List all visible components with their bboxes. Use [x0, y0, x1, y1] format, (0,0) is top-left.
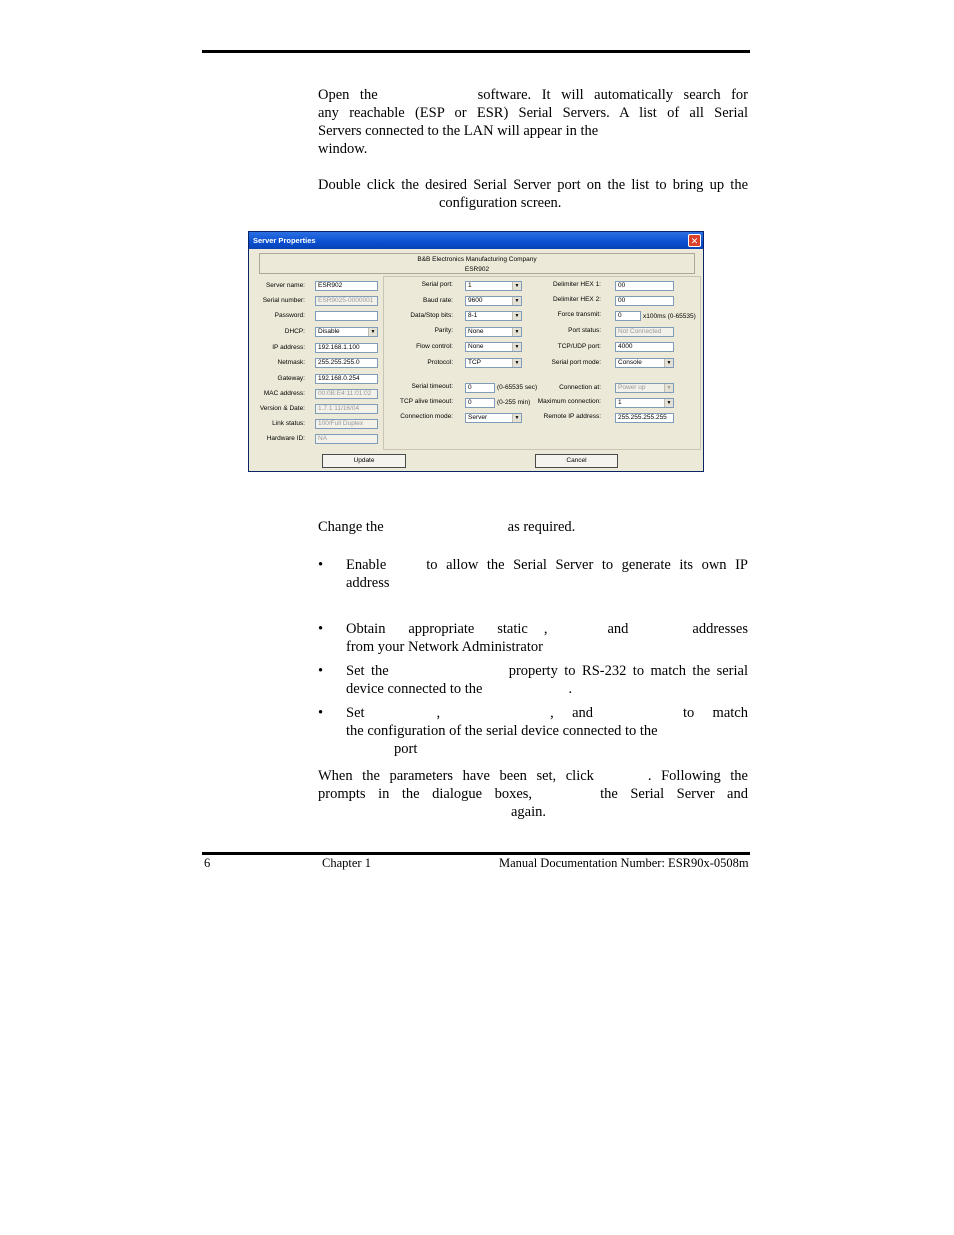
dialog-header — [259, 253, 695, 274]
label-connection-at: Connection at: — [559, 384, 601, 391]
footer-doc-number: Manual Documentation Number: ESR90x-0508m — [499, 856, 749, 870]
chevron-down-icon: ▼ — [664, 359, 673, 367]
chevron-down-icon: ▼ — [368, 328, 377, 336]
model-name: ESR902 — [464, 265, 490, 273]
change-paragraph — [318, 518, 748, 536]
label-serial-port-mode: Serial port mode: — [551, 359, 601, 366]
label-serial-port: Serial port: — [421, 281, 453, 288]
label-mac-address: MAC address: — [263, 390, 305, 397]
closing-paragraph — [318, 767, 748, 821]
label-parity: Parity: — [434, 327, 453, 334]
connection-at-value: Power up — [618, 384, 646, 391]
label-delimiter-hex-2: Delimiter HEX 2: — [552, 296, 601, 303]
close-icon[interactable]: ✕ — [688, 234, 701, 247]
instruction-line2: configuration screen. — [439, 195, 562, 211]
label-baud-rate: Baud rate: — [423, 297, 453, 304]
closing-text-c: prompts in the dialogue boxes, — [318, 786, 533, 802]
closing-text-b: . Following the — [647, 768, 748, 784]
bottom-rule — [202, 852, 750, 855]
label-data-stop-bits: Data/Stop bits: — [410, 312, 453, 319]
intro-line2: any reachable (ESP or ESR) Serial Servers. A list of all Serial — [318, 105, 748, 121]
intro-paragraph — [318, 86, 748, 158]
top-rule — [202, 50, 750, 53]
serial-port-mode-select[interactable] — [615, 358, 674, 368]
server-name-field[interactable]: ESR902 — [315, 281, 378, 291]
serial-timeout-field[interactable]: 0 — [465, 383, 495, 393]
label-dhcp: DHCP: — [284, 328, 305, 335]
label-maximum-connection: Maximum connection: — [537, 398, 601, 405]
connection-at-select — [615, 383, 674, 393]
tcp-alive-timeout-unit: (0-255 min) — [497, 399, 531, 406]
change-text-a: Change the — [318, 519, 384, 535]
label-hardware-id: Hardware ID: — [266, 435, 305, 442]
label-version-date: Version & Date: — [259, 405, 305, 412]
label-netmask: Netmask: — [277, 359, 305, 366]
closing-text-a: When the parameters have been set, click — [318, 768, 594, 784]
gateway-field[interactable]: 192.168.0.254 — [315, 374, 378, 384]
tcp-alive-timeout-field[interactable]: 0 — [465, 398, 495, 408]
dhcp-select[interactable] — [315, 327, 378, 337]
label-connection-mode: Connection mode: — [400, 413, 453, 420]
chevron-down-icon: ▼ — [512, 282, 521, 290]
b4-text-line3: port — [394, 741, 418, 757]
label-tcp-alive-timeout: TCP alive timeout: — [400, 398, 453, 405]
baud-rate-value: 9600 — [468, 297, 483, 304]
serial-port-mode-value: Console — [618, 359, 642, 366]
intro-line4: window. — [318, 141, 368, 157]
protocol-value: TCP — [468, 359, 481, 366]
bullet-icon: • — [318, 663, 324, 679]
label-flow-control: Flow control: — [416, 343, 453, 350]
label-tcp-udp-port: TCP/UDP port: — [557, 343, 601, 350]
serial-port-value: 1 — [468, 282, 472, 289]
label-delimiter-hex-1: Delimiter HEX 1: — [552, 281, 601, 288]
b4-text-c: , and — [550, 705, 593, 721]
label-server-name: Server name: — [265, 282, 305, 289]
data-stop-bits-select[interactable] — [465, 311, 522, 321]
netmask-field[interactable]: 255.255.255.0 — [315, 358, 378, 368]
bullet-icon: • — [318, 557, 324, 573]
label-serial-timeout: Serial timeout: — [411, 383, 453, 390]
parity-select[interactable] — [465, 327, 522, 337]
serial-timeout-unit: (0-65535 sec) — [497, 384, 538, 391]
b3-text-b: property to RS-232 to match the serial — [508, 663, 748, 679]
label-ip-address: IP address: — [272, 344, 305, 351]
intro-line3: Servers connected to the LAN will appear in the — [318, 123, 599, 139]
chevron-down-icon: ▼ — [512, 414, 521, 422]
b1-text-line2: address — [346, 575, 390, 591]
b4-text-a: Set — [346, 705, 365, 721]
closing-text-e: again. — [511, 804, 547, 820]
update-button[interactable]: Update — [322, 454, 406, 468]
data-stop-bits-value: 8-1 — [468, 312, 478, 319]
protocol-select[interactable] — [465, 358, 522, 368]
delimiter-hex-2-field[interactable]: 00 — [615, 296, 674, 306]
serial-port-select[interactable] — [465, 281, 522, 291]
dhcp-value: Disable — [318, 328, 340, 335]
b4-text-b: , — [436, 705, 441, 721]
company-name: B&B Electronics Manufacturing Company — [417, 256, 537, 263]
b3-text-c: device connected to the — [346, 681, 483, 697]
b1-text-a: Enable — [346, 557, 387, 573]
force-transmit-unit: x100ms (0-65535) — [643, 313, 696, 320]
footer-chapter: Chapter 1 — [322, 856, 371, 870]
chevron-down-icon: ▼ — [512, 328, 521, 336]
tcp-udp-port-field[interactable]: 4000 — [615, 342, 674, 352]
chevron-down-icon: ▼ — [512, 359, 521, 367]
label-gateway: Gateway: — [277, 375, 305, 382]
maximum-connection-select[interactable] — [615, 398, 674, 408]
maximum-connection-value: 1 — [618, 399, 622, 406]
server-properties-dialog — [248, 231, 704, 472]
chevron-down-icon: ▼ — [664, 399, 673, 407]
b3-text-a: Set the — [346, 663, 389, 679]
instruction-paragraph — [318, 176, 748, 212]
b2-text-c: and — [607, 621, 629, 637]
closing-text-d: the Serial Server and — [600, 786, 748, 802]
ip-address-field[interactable]: 192.168.1.100 — [315, 343, 378, 353]
flow-control-value: None — [468, 343, 484, 350]
intro-open-text: Open the — [318, 87, 378, 103]
dialog-title: Server Properties — [249, 232, 703, 249]
instruction-line1: Double click the desired Serial Server port on the list to bring up the — [318, 177, 748, 193]
bullet-icon: • — [318, 705, 324, 721]
baud-rate-select[interactable] — [465, 296, 522, 306]
chevron-down-icon: ▼ — [512, 312, 521, 320]
b1-text-b: to allow the Serial Server to generate its own IP — [426, 557, 748, 573]
change-text-b: as required. — [507, 519, 576, 535]
label-force-transmit: Force transmit: — [557, 311, 601, 318]
remote-ip-address-field[interactable]: 255.255.255.255 — [615, 413, 674, 423]
page-number: 6 — [204, 856, 211, 870]
force-transmit-field[interactable]: 0 — [615, 311, 641, 321]
password-field[interactable] — [315, 311, 378, 321]
cancel-button[interactable]: Cancel — [535, 454, 618, 468]
connection-mode-value: Server — [468, 414, 488, 421]
label-remote-ip-address: Remote IP address: — [543, 413, 601, 420]
b2-text-b: , — [543, 621, 548, 637]
intro-software-text: software. It will automatically search for — [477, 87, 749, 103]
hardware-id-field: NA — [315, 434, 378, 444]
label-protocol: Protocol: — [427, 359, 453, 366]
b4-text-line2: the configuration of the serial device connected to the — [346, 723, 658, 739]
chevron-down-icon: ▼ — [664, 384, 673, 392]
label-password: Password: — [274, 312, 305, 319]
label-link-status: Link status: — [272, 420, 305, 427]
port-status-field: Not Connected — [615, 327, 674, 337]
b2-text-a: Obtain appropriate static — [346, 621, 528, 637]
parity-value: None — [468, 328, 484, 335]
link-status-field: 100/Full Duplex — [315, 419, 378, 429]
chevron-down-icon: ▼ — [512, 343, 521, 351]
connection-mode-select[interactable] — [465, 413, 522, 423]
flow-control-select[interactable] — [465, 342, 522, 352]
b2-text-d: addresses — [692, 621, 748, 637]
bullet-icon: • — [318, 621, 324, 637]
delimiter-hex-1-field[interactable]: 00 — [615, 281, 674, 291]
b2-text-line2: from your Network Administrator — [346, 639, 543, 655]
label-serial-number: Serial number: — [262, 297, 305, 304]
serial-number-field: ESR9025-0000001 — [315, 296, 378, 306]
b3-text-d: . — [568, 681, 573, 697]
chevron-down-icon: ▼ — [512, 297, 521, 305]
b4-text-d: to match — [683, 705, 748, 721]
label-port-status: Port status: — [568, 327, 601, 334]
mac-address-field: 00:0B:E4:11:01:02 — [315, 389, 378, 399]
version-date-field: 1.7.1 11/16/04 — [315, 404, 378, 414]
